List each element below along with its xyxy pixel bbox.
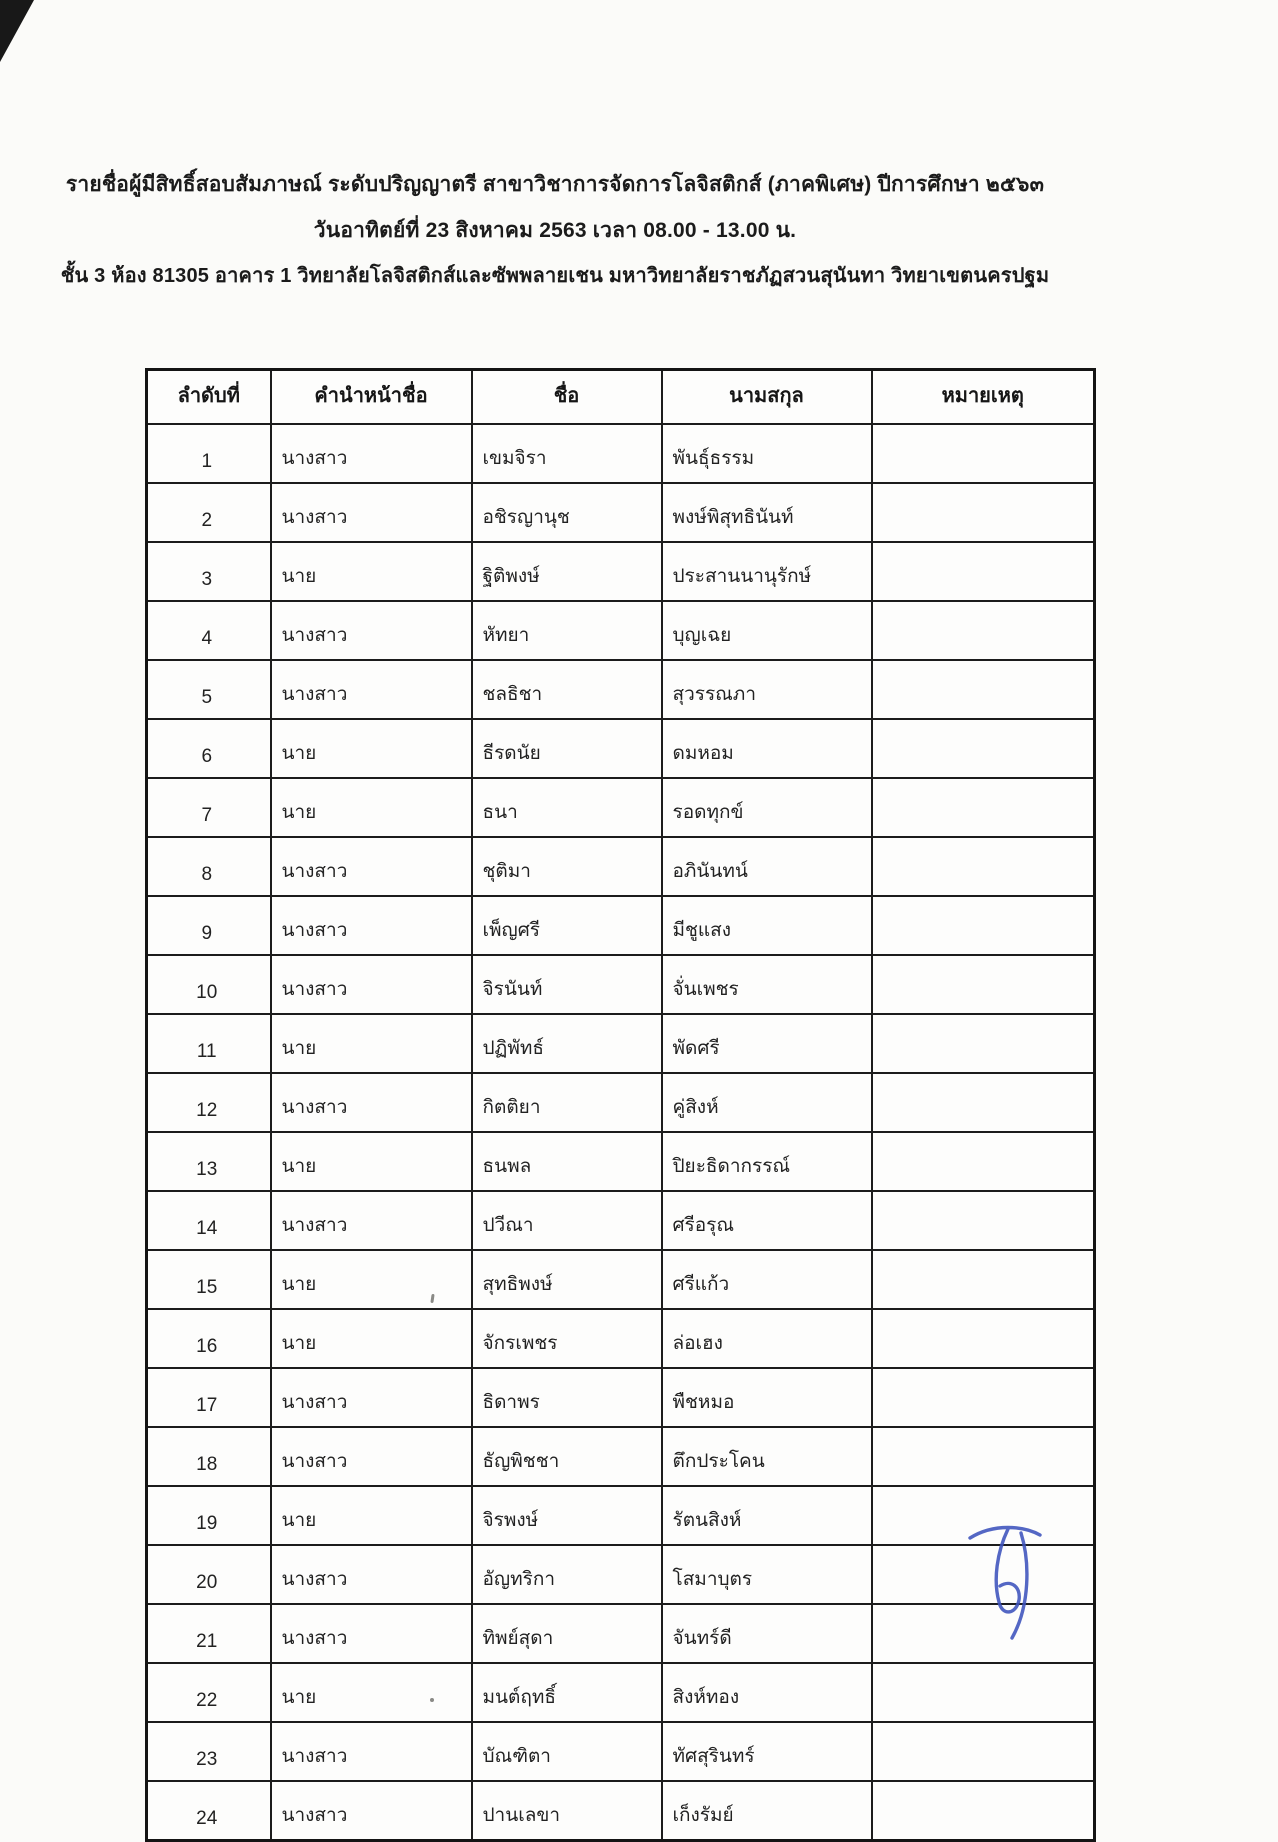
cell-first-name: สุทธิพงษ์ bbox=[472, 1250, 662, 1309]
cell-first-name: เขมจิรา bbox=[472, 424, 662, 483]
cell-first-name: อัญทริกา bbox=[472, 1545, 662, 1604]
cell-last-name: จันทร์ดี bbox=[662, 1604, 872, 1663]
cell-last-name: สิงห์ทอง bbox=[662, 1663, 872, 1722]
document-location-line: ชั้น 3 ห้อง 81305 อาคาร 1 วิทยาลัยโลจิสติกส์และซัพพลายเชน มหาวิทยาลัยราชภัฏสวนสุนันทา วิทยาเขตนครปฐม bbox=[60, 265, 1050, 287]
table-row bbox=[147, 1663, 1095, 1722]
cell-title-prefix: นาย bbox=[271, 1309, 472, 1368]
cell-first-name: ธนา bbox=[472, 778, 662, 837]
table-row bbox=[147, 483, 1095, 542]
cell-order-number: 24 bbox=[147, 1781, 271, 1841]
cell-title-prefix: นางสาว bbox=[271, 837, 472, 896]
cell-order-number: 8 bbox=[147, 837, 271, 896]
cell-title-prefix: นางสาว bbox=[271, 1545, 472, 1604]
cell-title-prefix: นางสาว bbox=[271, 955, 472, 1014]
cell-last-name: รัตนสิงห์ bbox=[662, 1486, 872, 1545]
cell-title-prefix: นางสาว bbox=[271, 1368, 472, 1427]
cell-title-prefix: นาย bbox=[271, 1663, 472, 1722]
cell-remark bbox=[872, 1309, 1095, 1368]
table-row bbox=[147, 1781, 1095, 1841]
cell-remark bbox=[872, 1073, 1095, 1132]
cell-last-name: ประสานนานุรักษ์ bbox=[662, 542, 872, 601]
ink-speck bbox=[430, 1698, 434, 1702]
cell-title-prefix: นาย bbox=[271, 1014, 472, 1073]
cell-last-name: ศรีอรุณ bbox=[662, 1191, 872, 1250]
cell-order-number: 6 bbox=[147, 719, 271, 778]
cell-last-name: เก็งรัมย์ bbox=[662, 1781, 872, 1841]
scan-corner-artifact bbox=[0, 0, 34, 62]
cell-title-prefix: นาย bbox=[271, 719, 472, 778]
cell-first-name: ทิพย์สุดา bbox=[472, 1604, 662, 1663]
cell-title-prefix: นางสาว bbox=[271, 1427, 472, 1486]
cell-order-number: 22 bbox=[147, 1663, 271, 1722]
cell-remark bbox=[872, 542, 1095, 601]
cell-order-number: 18 bbox=[147, 1427, 271, 1486]
cell-last-name: ตึกประโคน bbox=[662, 1427, 872, 1486]
cell-last-name: มีชูแสง bbox=[662, 896, 872, 955]
cell-order-number: 9 bbox=[147, 896, 271, 955]
cell-last-name: คู่สิงห์ bbox=[662, 1073, 872, 1132]
cell-remark bbox=[872, 778, 1095, 837]
cell-order-number: 16 bbox=[147, 1309, 271, 1368]
cell-title-prefix: นาย bbox=[271, 778, 472, 837]
document-date-line: วันอาทิตย์ที่ 23 สิงหาคม 2563 เวลา 08.00 - 13.00 น. bbox=[313, 219, 797, 242]
cell-title-prefix: นาย bbox=[271, 1132, 472, 1191]
cell-title-prefix: นางสาว bbox=[271, 1722, 472, 1781]
cell-remark bbox=[872, 1368, 1095, 1427]
table-row bbox=[147, 1545, 1095, 1604]
table-row bbox=[147, 1309, 1095, 1368]
cell-last-name: รอดทุกข์ bbox=[662, 778, 872, 837]
table-row bbox=[147, 601, 1095, 660]
table-row bbox=[147, 719, 1095, 778]
cell-order-number: 3 bbox=[147, 542, 271, 601]
cell-order-number: 21 bbox=[147, 1604, 271, 1663]
table-row bbox=[147, 1250, 1095, 1309]
cell-remark bbox=[872, 1191, 1095, 1250]
cell-title-prefix: นางสาว bbox=[271, 896, 472, 955]
table-row bbox=[147, 1132, 1095, 1191]
cell-remark bbox=[872, 1427, 1095, 1486]
cell-remark bbox=[872, 896, 1095, 955]
cell-title-prefix: นาย bbox=[271, 542, 472, 601]
cell-order-number: 12 bbox=[147, 1073, 271, 1132]
table-body bbox=[147, 424, 1095, 1841]
cell-first-name: เพ็ญศรี bbox=[472, 896, 662, 955]
cell-remark bbox=[872, 1250, 1095, 1309]
cell-order-number: 14 bbox=[147, 1191, 271, 1250]
table-header-row bbox=[147, 370, 1095, 425]
cell-title-prefix: นางสาว bbox=[271, 1781, 472, 1841]
table-row bbox=[147, 896, 1095, 955]
cell-last-name: ดมหอม bbox=[662, 719, 872, 778]
table-row bbox=[147, 1368, 1095, 1427]
cell-first-name: ธีรดนัย bbox=[472, 719, 662, 778]
cell-title-prefix: นางสาว bbox=[271, 1191, 472, 1250]
cell-first-name: ปานเลขา bbox=[472, 1781, 662, 1841]
cell-title-prefix: นางสาว bbox=[271, 1073, 472, 1132]
cell-order-number: 17 bbox=[147, 1368, 271, 1427]
table-row bbox=[147, 1014, 1095, 1073]
cell-remark bbox=[872, 660, 1095, 719]
cell-last-name: สุวรรณภา bbox=[662, 660, 872, 719]
header-title-prefix: คำนำหน้าชื่อ bbox=[271, 370, 472, 425]
cell-last-name: พันธุ์ธรรม bbox=[662, 424, 872, 483]
cell-remark bbox=[872, 1663, 1095, 1722]
cell-remark bbox=[872, 955, 1095, 1014]
cell-title-prefix: นางสาว bbox=[271, 601, 472, 660]
cell-last-name: โสมาบุตร bbox=[662, 1545, 872, 1604]
cell-first-name: ปฏิพัทธ์ bbox=[472, 1014, 662, 1073]
table-row bbox=[147, 955, 1095, 1014]
cell-remark bbox=[872, 1132, 1095, 1191]
cell-last-name: อภินันทน์ bbox=[662, 837, 872, 896]
cell-remark bbox=[872, 424, 1095, 483]
cell-order-number: 19 bbox=[147, 1486, 271, 1545]
table-row bbox=[147, 1486, 1095, 1545]
cell-order-number: 4 bbox=[147, 601, 271, 660]
cell-order-number: 13 bbox=[147, 1132, 271, 1191]
cell-first-name: ฐิติพงษ์ bbox=[472, 542, 662, 601]
cell-remark bbox=[872, 1014, 1095, 1073]
header-first-name: ชื่อ bbox=[472, 370, 662, 425]
cell-first-name: จักรเพชร bbox=[472, 1309, 662, 1368]
cell-title-prefix: นาย bbox=[271, 1250, 472, 1309]
cell-first-name: ชุติมา bbox=[472, 837, 662, 896]
table-row bbox=[147, 424, 1095, 483]
cell-remark bbox=[872, 1781, 1095, 1841]
cell-remark bbox=[872, 1722, 1095, 1781]
table-row bbox=[147, 837, 1095, 896]
cell-order-number: 5 bbox=[147, 660, 271, 719]
cell-order-number: 11 bbox=[147, 1014, 271, 1073]
cell-title-prefix: นางสาว bbox=[271, 1604, 472, 1663]
cell-first-name: กิตติยา bbox=[472, 1073, 662, 1132]
signature-mark bbox=[962, 1518, 1052, 1648]
header-last-name: นามสกุล bbox=[662, 370, 872, 425]
table-row bbox=[147, 542, 1095, 601]
table-row bbox=[147, 1191, 1095, 1250]
table-row bbox=[147, 1427, 1095, 1486]
cell-first-name: หัทยา bbox=[472, 601, 662, 660]
cell-first-name: ธนพล bbox=[472, 1132, 662, 1191]
cell-remark bbox=[872, 719, 1095, 778]
document-title: รายชื่อผู้มีสิทธิ์สอบสัมภาษณ์ ระดับปริญญาตรี สาขาวิชาการจัดการโลจิสติกส์ (ภาคพิเศษ) ปีการศึกษา ๒๕๖๓ bbox=[65, 173, 1045, 196]
cell-first-name: ปวีณา bbox=[472, 1191, 662, 1250]
cell-first-name: บัณฑิตา bbox=[472, 1722, 662, 1781]
header-order-number: ลำดับที่ bbox=[147, 370, 271, 425]
cell-first-name: ชลธิชา bbox=[472, 660, 662, 719]
applicants-table bbox=[145, 368, 1096, 1842]
cell-title-prefix: นางสาว bbox=[271, 483, 472, 542]
cell-remark bbox=[872, 601, 1095, 660]
cell-last-name: พืชหมอ bbox=[662, 1368, 872, 1427]
cell-order-number: 15 bbox=[147, 1250, 271, 1309]
cell-last-name: ศรีแก้ว bbox=[662, 1250, 872, 1309]
cell-first-name: มนต์ฤทธิ์ bbox=[472, 1663, 662, 1722]
cell-title-prefix: นางสาว bbox=[271, 660, 472, 719]
cell-last-name: ทัศสุรินทร์ bbox=[662, 1722, 872, 1781]
table-row bbox=[147, 660, 1095, 719]
cell-first-name: จิรพงษ์ bbox=[472, 1486, 662, 1545]
cell-last-name: พงษ์พิสุทธินันท์ bbox=[662, 483, 872, 542]
cell-last-name: พัดศรี bbox=[662, 1014, 872, 1073]
cell-order-number: 10 bbox=[147, 955, 271, 1014]
cell-first-name: ธิดาพร bbox=[472, 1368, 662, 1427]
cell-last-name: จั่นเพชร bbox=[662, 955, 872, 1014]
cell-order-number: 23 bbox=[147, 1722, 271, 1781]
cell-first-name: อชิรญานุช bbox=[472, 483, 662, 542]
header-remark: หมายเหตุ bbox=[872, 370, 1095, 425]
cell-title-prefix: นางสาว bbox=[271, 424, 472, 483]
cell-remark bbox=[872, 483, 1095, 542]
cell-order-number: 1 bbox=[147, 424, 271, 483]
cell-order-number: 2 bbox=[147, 483, 271, 542]
table-row bbox=[147, 1604, 1095, 1663]
cell-last-name: บุญเฉย bbox=[662, 601, 872, 660]
cell-first-name: ธัญพิชชา bbox=[472, 1427, 662, 1486]
table-row bbox=[147, 1073, 1095, 1132]
table-row bbox=[147, 1722, 1095, 1781]
cell-last-name: ล่อเฮง bbox=[662, 1309, 872, 1368]
cell-order-number: 7 bbox=[147, 778, 271, 837]
cell-remark bbox=[872, 837, 1095, 896]
cell-first-name: จิรนันท์ bbox=[472, 955, 662, 1014]
cell-last-name: ปิยะธิดากรรณ์ bbox=[662, 1132, 872, 1191]
table-row bbox=[147, 778, 1095, 837]
cell-order-number: 20 bbox=[147, 1545, 271, 1604]
cell-title-prefix: นาย bbox=[271, 1486, 472, 1545]
